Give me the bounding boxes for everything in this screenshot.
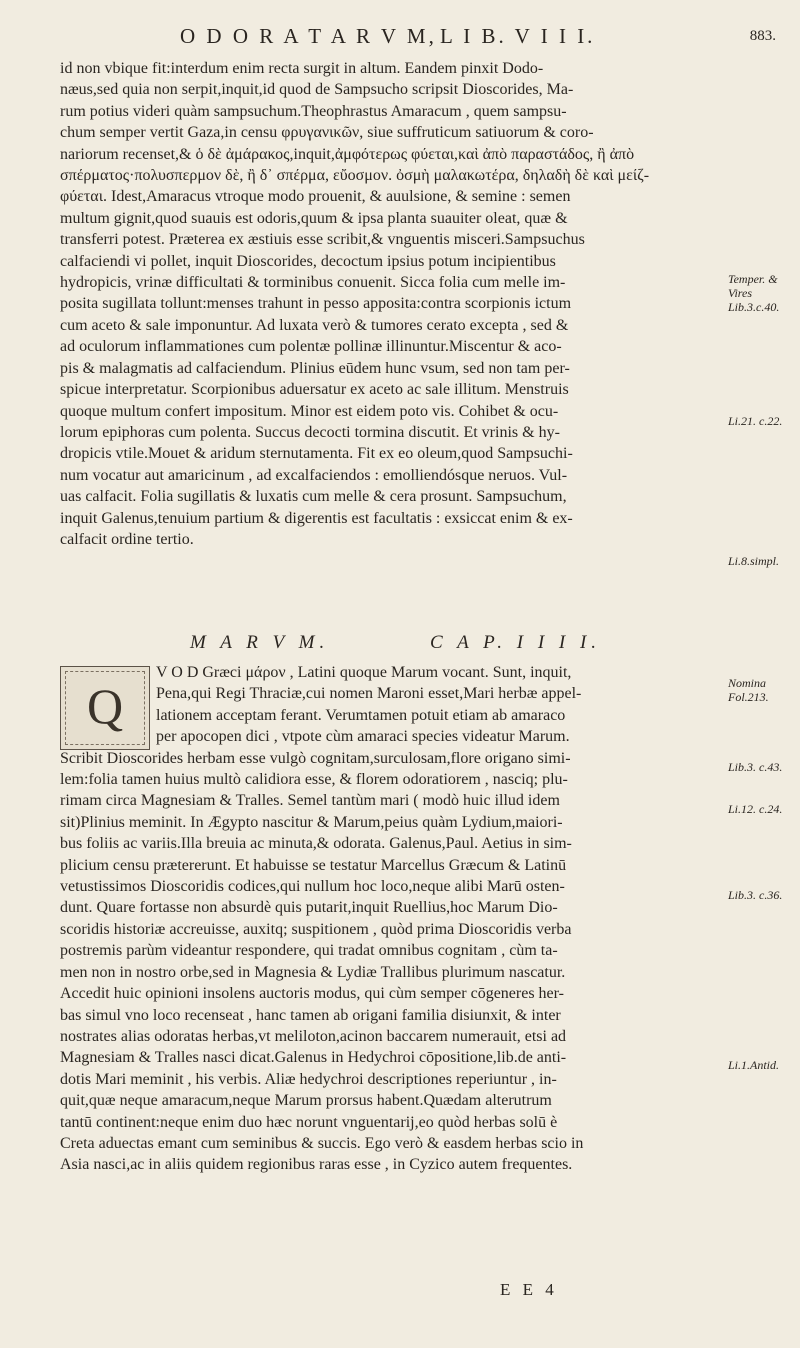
margin-note: Nomina Fol.213.: [728, 676, 769, 704]
chapter-number: C A P. I I I I.: [430, 632, 602, 653]
text-line: plicium censu prætererunt. Et habuisse se testatur Marcellus Græcum & Latinū: [60, 856, 567, 874]
text-line: σπέρματος·πολυσπερμον δὲ, ἢ δ᾽ σπέρμα, εὔοσμον. ὀσμὴ μαλακωτέρα, δηλαδὴ δὲ καὶ μείζ-: [60, 167, 650, 185]
text-line: næus,sed quia non serpit,inquit,id quod de Sampsucho scripsit Dioscorides, Ma-: [60, 81, 574, 99]
running-header: [140, 24, 780, 58]
text-line: quit,quæ neque amaracum,neque Marum prorsus habent.Quædam alterutrum: [60, 1092, 552, 1110]
margin-note: Lib.3. c.36.: [728, 888, 783, 902]
margin-note: Lib.3. c.43.: [728, 760, 783, 774]
text-line: uas calfacit. Folia sugillatis & luxatis cum melle & cera prosunt. Sampsuchum,: [60, 488, 567, 506]
margin-note: Temper. & Vires Lib.3.c.40.: [728, 272, 780, 314]
text-line: dropicis vtile.Mouet & aridum sternutamenta. Fit ex eo oleum,quod Sampsuchi-: [60, 445, 573, 463]
chapter-heading: [190, 632, 670, 658]
text-line: dotis Mari meminit , his verbis. Aliæ hedychroi descriptiones reperiuntur , in-: [60, 1070, 557, 1088]
margin-note: Li.1.Antid.: [728, 1058, 780, 1072]
text-line: Asia nasci,ac in aliis quidem regionibus raras esse , in Cyzico autem frequentes.: [60, 1156, 573, 1174]
text-line: lem:folia tamen huius multò calidiora esse, & florem odoratiorem , nasciq; plu-: [60, 771, 568, 789]
text-line: num vocatur aut amaricinum , ad excalfaciendos : emolliendósque neruos. Vul-: [60, 466, 568, 484]
text-line: lorum epiphoras cum polenta. Succus decocti tormina discutit. Et vrinis & hy-: [60, 423, 560, 441]
text-line: nostrates alias odoratas herbas,vt meliloton,acinon baccarem numerauit, etsi ad: [60, 1027, 567, 1045]
text-line: φύεται. Idest,Amaracus vtroque modo prouenit, & auulsione, & semine : semen: [60, 188, 571, 206]
text-line: posita sugillata tollunt:menses trahunt in pesso apposita:contra scorpionis ictum: [60, 295, 572, 313]
text-line: ad oculorum inflammationes cum polentæ pollinæ illinuntur.Miscentur & aco-: [60, 338, 562, 356]
text-line: bas simul vno loco recenseat , hanc tamen ab origani familia disiunxit, & inter: [60, 1006, 561, 1024]
text-block-marum: [60, 662, 720, 1176]
text-line: chum semper vertit Gaza,in censu φρυγανικῶν, siue suffruticum satiuorum & coro-: [60, 124, 594, 142]
text-line: lationem acceptam ferant. Verumtamen potuit etiam ab amaraco: [156, 706, 566, 724]
text-line: multum gignit,quod suauis est odoris,quum & ipsa planta suauiter oleat, quæ &: [60, 209, 568, 227]
text-line: men non in nostro orbe,sed in Magnesia & Lydiæ Trallibus plurimum nascatur.: [60, 963, 566, 981]
text-line: bus foliis ac variis.Illa breuia ac minuta,& odorata. Galenus,Paul. Aetius in sim-: [60, 835, 572, 853]
margin-note: Li.21. c.22.: [728, 414, 783, 428]
text-line: calfacit ordine tertio.: [60, 530, 194, 548]
text-line: cum aceto & sale imponuntur. Ad luxata verò & tumores cerato excepta , sed &: [60, 316, 569, 334]
header-book-number: L I B. V I I I.: [440, 24, 596, 48]
text-line: dunt. Quare fortasse non absurdè quis putarit,inquit Ruellius,hoc Marum Dio-: [60, 899, 558, 917]
text-line: sit)Plinius meminit. In Ægypto nascitur & Marum,peius quàm Lydium,maiori-: [60, 813, 563, 831]
text-line: inquit Galenus,tenuium partium & digerentis est facultatis : exsiccat enim & ex-: [60, 509, 573, 527]
text-line: hydropicis, vrinæ difficultati & torminibus conuenit. Sicca folia cum melle im-: [60, 274, 566, 292]
text-line: Accedit huic opinioni insolens auctoris modus, qui cùm semper cōgeneres her-: [60, 985, 564, 1003]
text-line: quoque multum confert impositum. Minor est eidem poto vis. Cohibet & ocu-: [60, 402, 559, 420]
text-line: Magnesiam & Tralles nasci dicat.Galenus in Hedychroi cōpositione,lib.de anti-: [60, 1049, 567, 1067]
margin-note: Li.8.simpl.: [728, 554, 780, 568]
text-line: scoridis historiæ accreuisse, auxitq; suspitionem , quòd prima Dioscoridis verba: [60, 920, 572, 938]
header-title: O D O R A T A R V M,: [180, 24, 437, 48]
text-line: rum potius videri quàm sampsuchum.Theophrastus Amaracum , quem sampsu-: [60, 102, 567, 120]
text-line: calfaciendi vi pollet, inquit Dioscorides, decoctum ipsius potum incipientibus: [60, 252, 556, 270]
chapter-title: M A R V M.: [190, 632, 330, 653]
text-line: tantū continent:neque enim duo hæc norunt vnguentarij,eo quòd herbas solū è: [60, 1113, 558, 1131]
margin-note: Li.12. c.24.: [728, 802, 783, 816]
signature-mark: E E 4: [500, 1280, 558, 1299]
page-number: 883.: [749, 28, 776, 44]
text-line: per apocopen dici , vtpote cùm amaraci species videatur Marum.: [156, 728, 570, 746]
text-line: Creta aduectas emant cum seminibus & succis. Ego verò & easdem herbas scio in: [60, 1134, 584, 1152]
text-line: nariorum recenset,& ὁ δὲ ἀμάρακος,inquit,ἀμφότερως φύεται,καὶ ἀπὸ παραστάδος, ἢ ἀπὸ: [60, 145, 635, 163]
text-line: postremis parùm videantur respondere, qui tradat omnibus cognitam , cùm ta-: [60, 942, 558, 960]
text-line: Pena,qui Regi Thraciæ,cui nomen Maroni esset,Mari herbæ appel-: [156, 685, 582, 703]
text-line: id non vbique fit:interdum enim recta surgit in altum. Eandem pinxit Dodo-: [60, 60, 544, 77]
text-line: rimam circa Magnesiam & Tralles. Semel tantùm mari ( modò huic illud idem: [60, 792, 560, 810]
text-line: Scribit Dioscorides herbam esse vulgò cognitam,surculosam,flore origano simi-: [60, 749, 571, 767]
text-line: V O D Græci μάρον , Latini quoque Marum vocant. Sunt, inquit,: [156, 664, 572, 681]
initial-letter: Q: [86, 678, 124, 734]
text-line: spicue interpretatur. Scorpionibus aduersatur ex aceto ac sale illitum. Menstruis: [60, 381, 569, 399]
text-line: vetustissimos Dioscoridis codices,qui nullum hoc loco,neque alibi Marū osten-: [60, 878, 565, 896]
text-block-sampsuchum: [60, 58, 720, 550]
text-line: transferri potest. Præterea ex æstiuis esse scribit,& vnguentis misceri.Sampsuchus: [60, 231, 585, 249]
text-line: pis & malagmatis ad calfaciendum. Plinius eūdem hunc vsum, sed non tam per-: [60, 359, 570, 377]
